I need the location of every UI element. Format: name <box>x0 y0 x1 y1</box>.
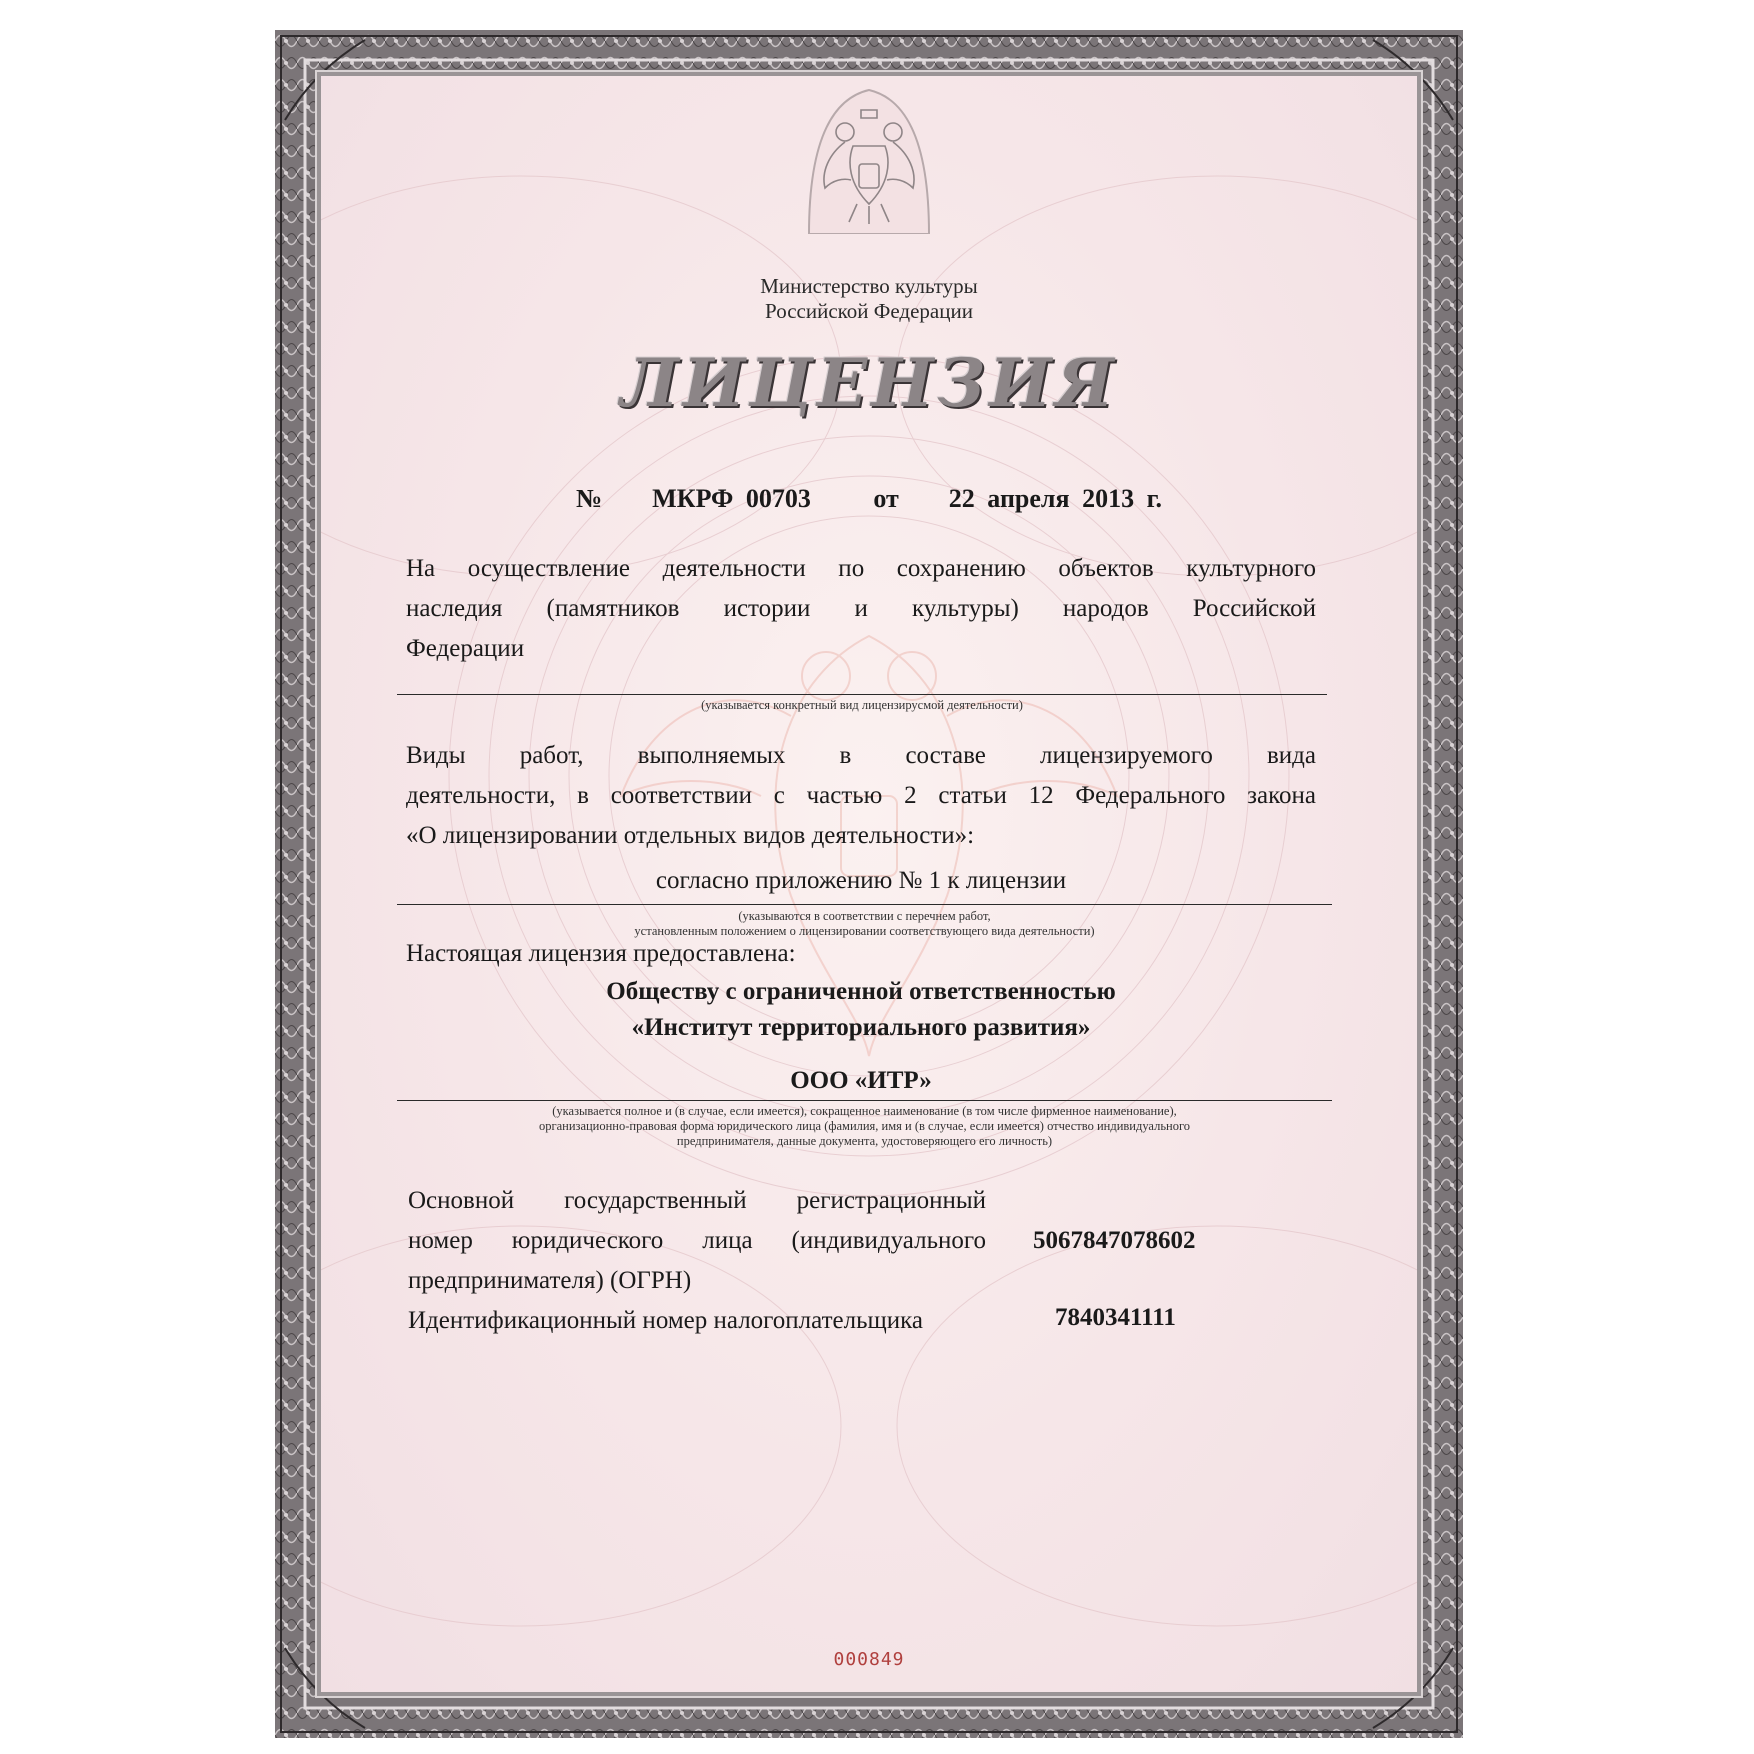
licensee-short-name: ООО «ИТР» <box>790 1067 932 1094</box>
licensee-note <box>397 1104 1332 1149</box>
activity-line-2: наследия (памятников истории и культуры) народов Российской <box>406 595 1316 622</box>
inn-value: 7840341111 <box>1055 1304 1176 1331</box>
activity-line-1: На осуществление деятельности по сохранению объектов культурного <box>406 555 1316 582</box>
number-sign: № <box>576 484 603 513</box>
activity-note: (указывается конкретный вид лицензирусмой деятельности) <box>701 698 1023 712</box>
licensee-note-line-3: предпринимателя, данные документа, удостоверяющего его личность) <box>676 1134 1053 1148</box>
license-number: МКРФ 00703 <box>652 484 811 513</box>
works-text <box>406 736 1316 856</box>
ogrn-label <box>408 1181 986 1301</box>
licensee-note-line-2: организационно-правовая форма юридического лица (фамилия, имя и (в случае, если имеется) отчество индивидуального <box>538 1119 1191 1133</box>
works-line-2: деятельности, в соответствии с частью 2 статьи 12 Федерального закона <box>406 782 1316 809</box>
license-date: 22 апреля 2013 г. <box>948 484 1162 513</box>
works-note-line-1: (указываются в соответствии с перечнем работ, <box>738 909 991 923</box>
license-body <box>321 76 1417 1692</box>
ministry-line-1: Министерство культуры <box>760 274 978 298</box>
ogrn-label-line-2: номер юридического лица (индивидуального <box>408 1227 986 1254</box>
licensee-full-name <box>406 974 1316 1046</box>
ogrn-value: 5067847078602 <box>1033 1227 1196 1254</box>
works-line-1: Виды работ, выполняемых в составе лицензируемого вида <box>406 742 1316 769</box>
double-headed-eagle-emblem-icon <box>799 84 939 234</box>
licensee-note-line-1: (указывается полное и (в случае, если имеется), сокращенное наименование (в том числе фирменное наименование), <box>552 1104 1177 1118</box>
inn-label: Идентификационный номер налогоплательщика <box>408 1307 924 1334</box>
works-underline <box>397 904 1332 905</box>
licensee-name-line-1: Обществу с ограниченной ответственностью <box>606 978 1116 1005</box>
activity-line-3: Федерации <box>406 635 525 662</box>
license-document <box>275 30 1463 1738</box>
works-value: согласно приложению № 1 к лицензии <box>655 867 1067 894</box>
activity-text <box>406 549 1316 669</box>
form-serial-number: 000849 <box>833 1649 905 1670</box>
ogrn-label-line-3: предпринимателя) (ОГРН) <box>408 1267 692 1294</box>
ministry-line-2: Российской Федерации <box>765 299 973 323</box>
licensee-intro: Настоящая лицензия предоставлена: <box>406 940 796 967</box>
document-title: ЛИЦЕНЗИЯ <box>620 344 1118 422</box>
works-line-3: «О лицензировании отдельных видов деятельности»: <box>406 822 975 849</box>
licensee-name-line-2: «Институт территориального развития» <box>631 1014 1091 1041</box>
works-note-line-2: установленным положением о лицензировании соответствующего вида деятельности) <box>634 924 1095 938</box>
issuing-authority <box>321 274 1417 324</box>
date-prefix: от <box>873 484 899 513</box>
ogrn-label-line-1: Основной государственный регистрационный <box>408 1187 986 1214</box>
activity-underline <box>397 694 1327 695</box>
licensee-underline <box>397 1100 1332 1101</box>
license-number-line <box>321 484 1417 514</box>
